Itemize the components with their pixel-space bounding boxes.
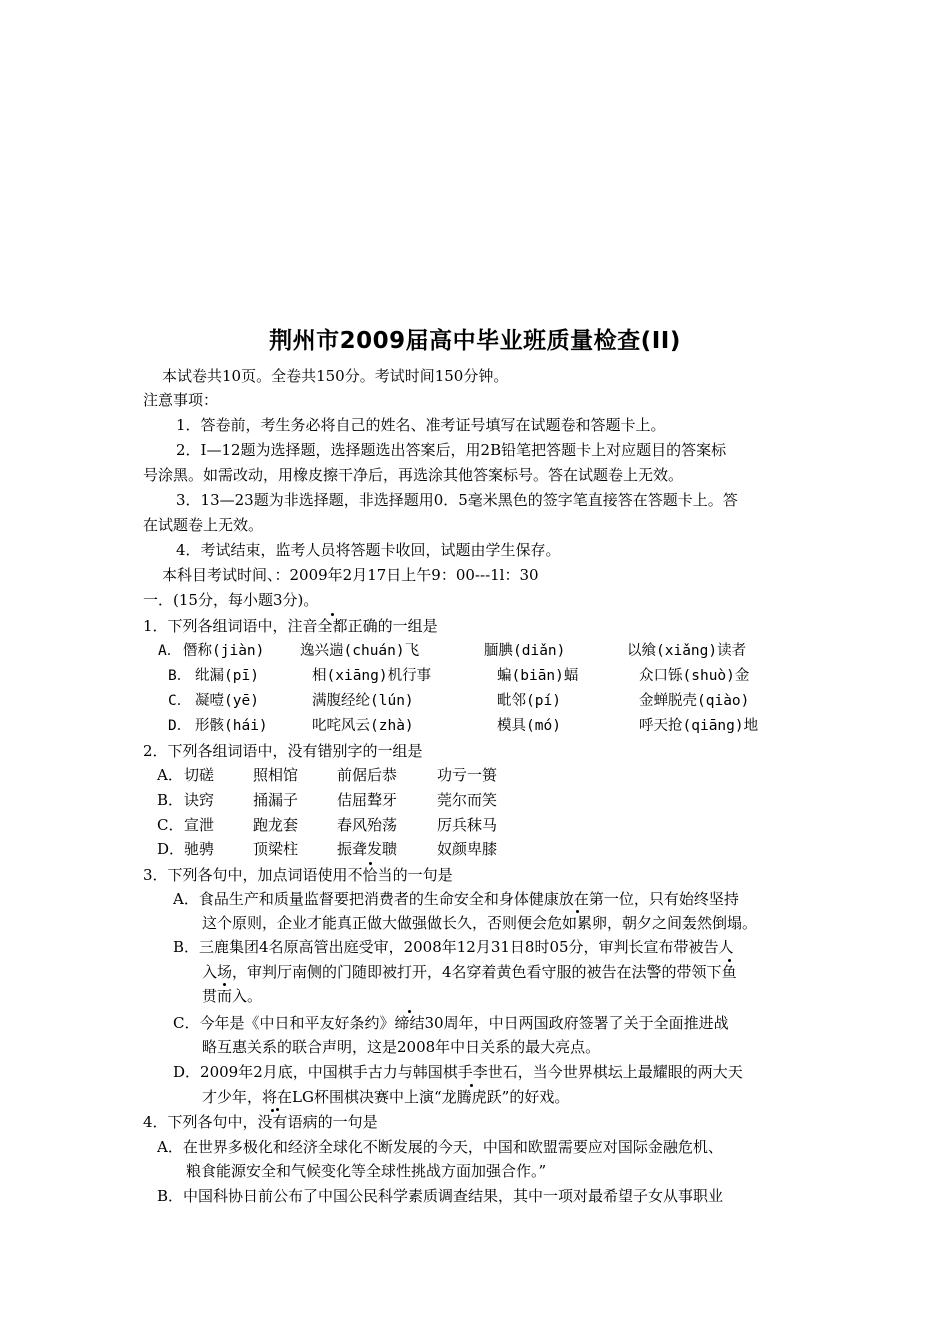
dotted-word: 没有 [257, 1113, 288, 1131]
option-item: 凝噎(yē) [195, 693, 259, 709]
notice-heading: 注意事项： [143, 391, 219, 409]
option-item: 奴颜卑膝 [437, 840, 498, 858]
option-label: D． [157, 840, 185, 858]
option-c-text: C．今年是《中日和平友好条约》缔结30周年，中日两国政府签署了关于全面推进战 [173, 1014, 729, 1032]
option-item: 厉兵秣马 [437, 816, 498, 834]
option-label: B． [157, 791, 184, 809]
option-item: 呼天抢(qiāng)地 [639, 718, 759, 734]
exam-time: 本科目考试时间、：2009年2月17日上午9：00---1l：30 [162, 566, 539, 584]
dotted-word: 鱼 [721, 963, 737, 981]
notice-item: 1．答卷前，考生务必将自己的姓名、准考证号填写在试题卷和答题卡上。 [176, 416, 666, 434]
option-item: 相(xiāng)机行事 [312, 668, 432, 684]
option-d-text: D．2009年2月底，中国棋手古力与韩国棋手李世石，当今世界棋坛上最耀眼的两大天 [173, 1063, 743, 1081]
option-c-text: 略互惠关系的联合声明，这是2008年中日关系的最大亮点。 [202, 1038, 601, 1056]
question-1-stem: 1．下列各组词语中，注音全都正确的一组是 [143, 617, 438, 635]
dotted-word: 龙腾虎跃 [441, 1088, 502, 1106]
dotted-word: 缔结 [394, 1014, 425, 1032]
option-item: 跑龙套 [253, 816, 299, 834]
question-4-stem: 4．下列各句中，没有语病的一句是 [143, 1113, 378, 1131]
option-b-text: 入场，审判厅南侧的门随即被打开，4名穿着黄色看守服的被告在法警的带领下鱼 [202, 963, 737, 981]
option-item: 腼腆(diǎn) [484, 643, 566, 659]
option-item: 僭称(jiàn) [183, 643, 265, 659]
option-item: 逸兴遄(chuán)飞 [300, 643, 420, 659]
option-item: 众口铄(shuò)金 [639, 668, 750, 684]
notice-item: 号涂黑。如需改动，用橡皮擦干净后，再选涂其他答案标号。答在试题卷上无效。 [143, 466, 684, 484]
option-b-text: B．三鹿集团4名原高管出庭受审，2008年12月31日8时05分，审判长宣布带被告人 [173, 938, 734, 956]
option-item: 捅漏子 [253, 791, 299, 809]
dotted-word: 危如累卵 [547, 914, 608, 932]
dotted-word: 将在 [262, 1088, 293, 1106]
option-item: 前倨后恭 [337, 766, 398, 784]
dotted-word: 全都 [317, 617, 348, 635]
option-label: C． [168, 693, 192, 709]
page-title: 荆州市2009届高中毕业班质量检查(II) [269, 328, 681, 354]
option-item: 驰骋 [184, 840, 215, 858]
option-label: C． [157, 816, 184, 834]
dotted-word: 不恰当 [347, 866, 393, 884]
option-item: 金蝉脱壳(qiào) [639, 693, 750, 709]
option-label: D． [168, 718, 192, 734]
notice-item: 2．I—12题为选择题，选择题选出答案后，用2B铅笔把答题卡上对应题目的答案标 [176, 441, 727, 459]
option-item: 宣泄 [184, 816, 215, 834]
option-item: 模具(mó) [497, 718, 561, 734]
section-heading: 一．(15分，每小题3分)。 [143, 591, 319, 609]
option-a-text: A．食品生产和质量监督要把消费者的生命安全和身体健康放在第一位，只有始终坚持 [173, 890, 739, 908]
option-b-text: 贯而入。 [202, 987, 263, 1005]
option-item: 功亏一篑 [437, 766, 498, 784]
option-item: 诀窍 [184, 791, 215, 809]
notice-item: 3．13—23题为非选择题，非选择题用0．5毫米黑色的签字笔直接答在答题卡上。答 [176, 491, 738, 509]
option-item: 以飨(xiǎng)读者 [627, 643, 747, 659]
option-label: A． [157, 766, 183, 784]
option-item: 叱咤风云(zhà) [312, 718, 414, 734]
option-item: 蝙(biān)蝠 [497, 668, 579, 684]
option-item: 佶屈聱牙 [337, 791, 398, 809]
notice-item: 4．考试结束，监考人员将答题卡收回，试题由学生保存。 [176, 541, 561, 559]
option-d-text: 才少年，将在LG杯围棋决赛中上演“龙腾虎跃”的好戏。 [202, 1088, 570, 1106]
option-a-text: A．在世界多极化和经济全球化不断发展的今天，中国和欧盟需要应对国际金融危机、 [157, 1138, 723, 1156]
option-item: 振聋发聩 [337, 840, 398, 858]
option-item: 纰漏(pī) [195, 668, 259, 684]
option-a-text: 粮食能源安全和气候变化等全球性挑战方面加强合作。” [186, 1162, 547, 1180]
option-a-text: 这个原则，企业才能真正做大做强做长久，否则便会危如累卵，朝夕之间轰然倒塌。 [202, 914, 758, 932]
question-2-stem: 2．下列各组词语中，没有错别字的一组是 [143, 742, 423, 760]
option-item: 形骸(hái) [195, 718, 268, 734]
option-item: 毗邻(pí) [497, 693, 561, 709]
option-item: 切磋 [184, 766, 215, 784]
dotted-word: 贯而入 [202, 987, 248, 1005]
option-item: 照相馆 [253, 766, 299, 784]
option-item: 顶梁柱 [253, 840, 299, 858]
option-label: A． [158, 643, 182, 659]
option-item: 莞尔而笑 [437, 791, 498, 809]
option-item: 满腹经纶(lún) [312, 693, 414, 709]
notice-item: 在试题卷上无效。 [143, 516, 264, 534]
option-label: B． [168, 668, 192, 684]
option-item: 春风殆荡 [337, 816, 398, 834]
question-3-stem: 3．下列各句中，加点词语使用不恰当的一句是 [143, 866, 453, 884]
option-b-text: B．中国科协日前公布了中国公民科学素质调查结果，其中一项对最希望子女从事职业 [157, 1187, 724, 1205]
intro-line: 本试卷共10页。全卷共150分。考试时间150分钟。 [162, 367, 509, 385]
